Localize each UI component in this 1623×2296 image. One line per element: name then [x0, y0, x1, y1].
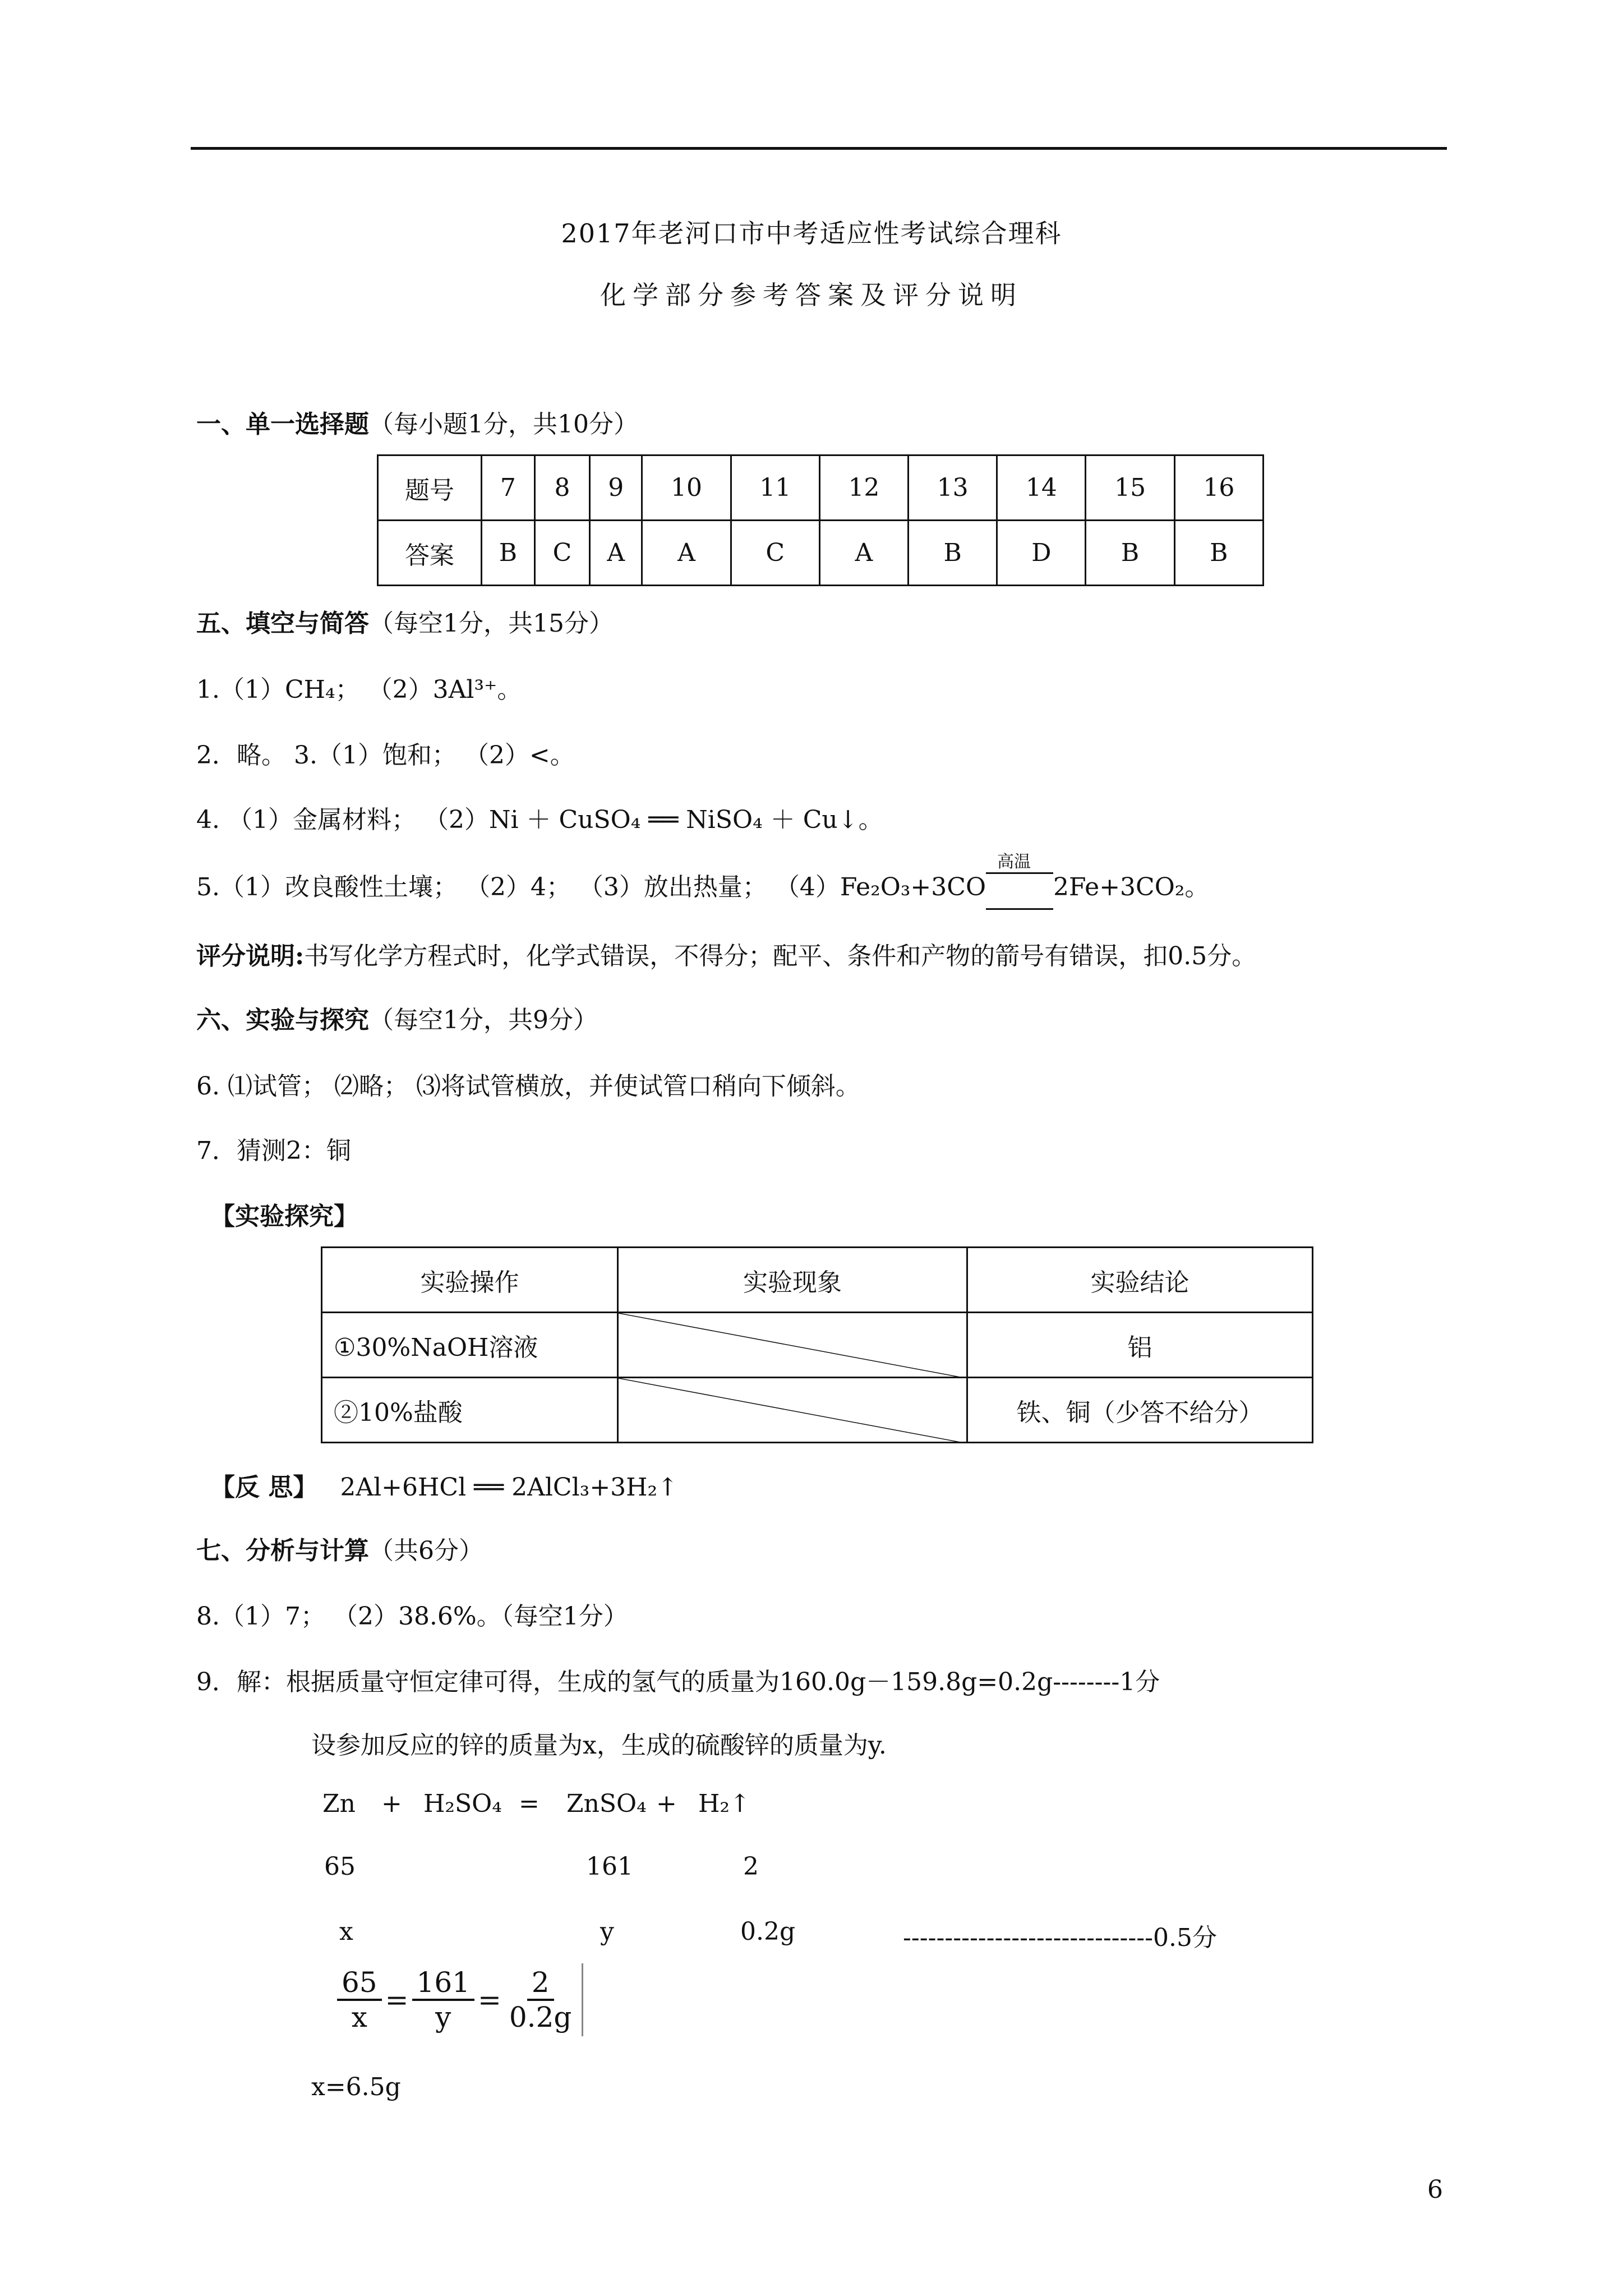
conclusion-cell: 铝 [967, 1313, 1313, 1378]
fraction-1-numerator: 65 [337, 1966, 382, 2001]
scoring-label: 评分说明: [196, 942, 305, 970]
table-row-label-answer: 答案 [378, 521, 482, 586]
section7-heading: 七、分析与计算 [196, 1536, 369, 1565]
table-row-label-number: 题号 [378, 455, 482, 521]
section5-heading-line [196, 603, 614, 639]
answer-cell: C [731, 521, 819, 586]
mass-znso4: 161 [586, 1852, 633, 1881]
scoring-text: 书写化学方程式时，化学式错误，不得分；配平、条件和产物的箭号有错误，扣0.5分。 [304, 942, 1257, 970]
mass-zn: 65 [324, 1852, 356, 1881]
reflect-line [210, 1467, 678, 1503]
operation-cell: ①30%NaOH溶液 [322, 1313, 618, 1378]
operation-cell: ②10%盐酸 [322, 1378, 618, 1443]
section6-heading: 六、实验与探究 [196, 1006, 369, 1034]
fraction-2-numerator: 161 [412, 1966, 474, 2001]
page-title: 2017年老河口市中考适应性考试综合理科 [561, 218, 1062, 249]
answer-q8: 8.（1）7； （2）38.6%。（每空1分） [196, 1602, 628, 1631]
section6-note: （每空1分，共9分） [369, 1006, 598, 1034]
header-phenomenon: 实验现象 [618, 1248, 967, 1313]
question-number: 8 [534, 455, 589, 521]
phenomenon-cell-empty [618, 1378, 967, 1443]
question-number: 13 [909, 455, 997, 521]
section7-note: （共6分） [369, 1536, 483, 1565]
answer-cell: D [997, 521, 1086, 586]
section6-heading-line [196, 1000, 598, 1036]
diagonal-slash [619, 1313, 966, 1378]
header-conclusion: 实验结论 [967, 1248, 1313, 1313]
answer-q6: 6. ⑴试管； ⑵略； ⑶将试管横放，并使试管口稍向下倾斜。 [196, 1072, 860, 1101]
eq-plus-1: + [381, 1789, 402, 1818]
answer-cell: B [482, 521, 535, 586]
conclusion-cell: 铁、铜（少答不给分） [967, 1378, 1313, 1443]
unknown-x: x [339, 1917, 353, 1946]
experiment-table [321, 1246, 1313, 1443]
fraction-3 [505, 1966, 577, 2033]
answer-cell: C [534, 521, 589, 586]
fraction-1-denominator: x [351, 2001, 367, 2033]
answer-cell: B [1174, 521, 1263, 586]
reflect-label: 【反 思】 [210, 1473, 318, 1502]
question-number: 14 [997, 455, 1086, 521]
question-number: 16 [1174, 455, 1263, 521]
fraction-3-numerator: 2 [527, 1966, 554, 2001]
unknown-h2-mass: 0.2g [740, 1917, 796, 1946]
section5-heading: 五、填空与简答 [196, 609, 369, 638]
diagonal-slash [619, 1378, 966, 1443]
reflect-equation: 2Al+6HCl ══ 2AlCl₃+3H₂↑ [340, 1473, 679, 1502]
answer-q4: 4. （1）金属材料； （2）Ni ＋ CuSO₄ ══ NiSO₄ ＋ Cu↓。 [196, 806, 883, 834]
answer-table [377, 454, 1264, 586]
answer-q5 [196, 852, 1210, 903]
question-number: 10 [642, 455, 731, 521]
reaction-condition [986, 852, 1053, 901]
eq-equals: = [519, 1789, 540, 1818]
section1-heading: 一、单一选择题 [196, 410, 369, 439]
answer-cell: B [909, 521, 997, 586]
header-operation: 实验操作 [322, 1248, 618, 1313]
condition-label: 高温 [997, 852, 1031, 872]
score-half: ------------------------------0.5分 [903, 1924, 1217, 1952]
section5-note: （每空1分，共15分） [369, 609, 614, 638]
eq-znso4: ZnSO₄ [566, 1789, 647, 1818]
question-number: 7 [482, 455, 535, 521]
fraction-2 [412, 1966, 474, 2033]
explore-label: 【实验探究】 [210, 1202, 358, 1231]
question-number: 11 [731, 455, 819, 521]
fraction-box-edge [582, 1963, 583, 2036]
answer-q5-parts: 5.（1）改良酸性土壤； （2）4； （3）放出热量； （4）Fe₂O₃+3CO [196, 873, 986, 901]
answer-q5-products: 2Fe+3CO₂。 [1053, 873, 1210, 901]
fraction-1 [337, 1966, 382, 2033]
section1-heading-line [196, 404, 638, 440]
answer-cell: A [590, 521, 642, 586]
answer-cell: A [819, 521, 908, 586]
question-number: 15 [1086, 455, 1174, 521]
eq-zn: Zn [322, 1789, 356, 1818]
fraction-3-denominator: 0.2g [509, 2001, 572, 2033]
phenomenon-cell-empty [618, 1313, 967, 1378]
eq-plus-2: + [656, 1789, 677, 1818]
answer-cell: B [1086, 521, 1174, 586]
section1-note: （每小题1分，共10分） [369, 410, 638, 439]
mass-h2: 2 [743, 1852, 759, 1881]
answer-q9-line2: 设参加反应的锌的质量为x，生成的硫酸锌的质量为y. [311, 1731, 887, 1760]
eq-h2: H₂↑ [698, 1789, 750, 1818]
answer-q9-line1: 9．解：根据质量守恒定律可得，生成的氢气的质量为160.0g－159.8g=0.2g--------1分 [196, 1668, 1160, 1696]
answer-q1: 1.（1）CH₄； （2）3Al³⁺。 [196, 675, 522, 704]
condition-bar-top [986, 872, 1053, 874]
condition-bar-bottom [986, 908, 1053, 910]
result-x: x=6.5g [311, 2073, 401, 2101]
fraction-equals-2: = [477, 1984, 501, 2016]
page-subtitle: 化学部分参考答案及评分说明 [600, 280, 1023, 310]
section7-heading-line [196, 1530, 483, 1566]
header-rule [191, 147, 1447, 150]
question-number: 12 [819, 455, 908, 521]
fraction-equals-1: = [385, 1984, 409, 2016]
answer-q7: 7．猜测2：铜 [196, 1137, 351, 1165]
answer-q2-q3: 2．略。 3.（1）饱和； （2）<。 [196, 741, 575, 770]
unknown-y: y [600, 1917, 614, 1946]
answer-cell: A [642, 521, 731, 586]
page-number: 6 [1427, 2175, 1443, 2204]
proportion-fractions [334, 1963, 583, 2036]
eq-h2so4: H₂SO₄ [423, 1789, 502, 1818]
scoring-note [196, 936, 1256, 972]
fraction-2-denominator: y [435, 2001, 451, 2033]
question-number: 9 [590, 455, 642, 521]
